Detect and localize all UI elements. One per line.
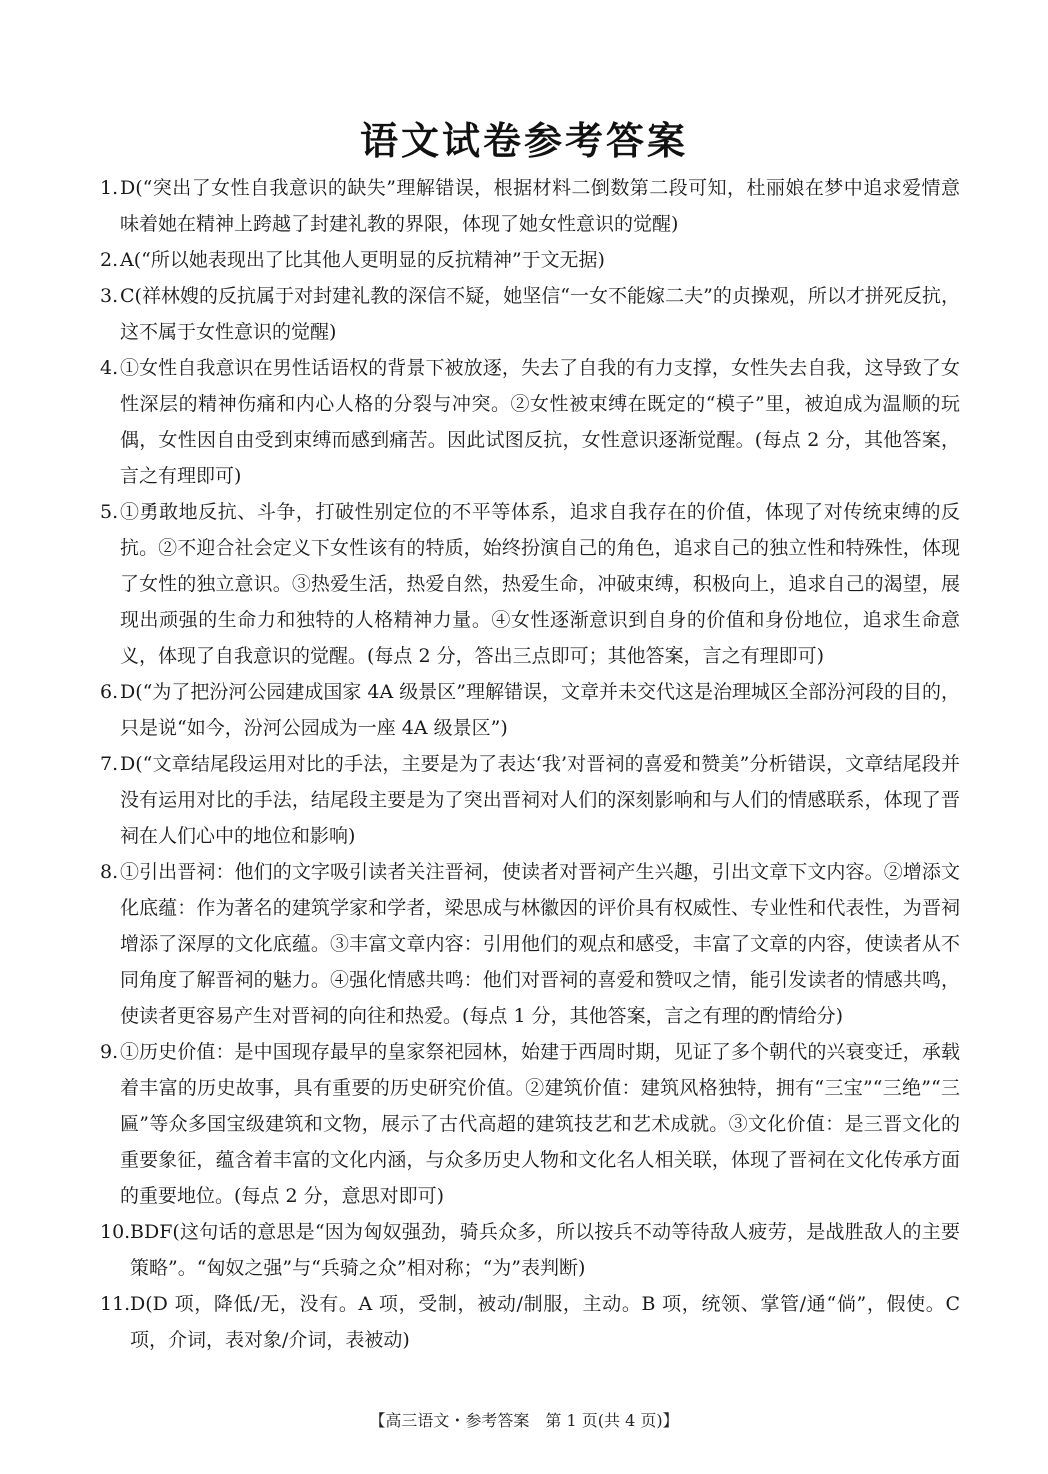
answer-text: D(“文章结尾段运用对比的手法，主要是为了表达‘我’对晋祠的喜爱和赞美”分析错误，文章结尾段并没有运用对比的手法，结尾段主要是为了突出晋祠对人们的深刻影响和与人们的情感联系，体现了晋祠在人们心中的地位和影响) (120, 753, 960, 847)
answer-text: A(“所以她表现出了比其他人更明显的反抗精神”于文无据) (120, 249, 605, 271)
answer-number: 8. (100, 861, 119, 883)
answer-item (100, 242, 960, 278)
answer-number: 9. (100, 1041, 119, 1063)
answer-text: ①引出晋祠：他们的文字吸引读者关注晋祠，使读者对晋祠产生兴趣，引出文章下文内容。②增添文化底蕴：作为著名的建筑学家和学者，梁思成与林徽因的评价具有权威性、专业性和代表性，为晋祠增添了深厚的文化底蕴。③丰富文章内容：引用他们的观点和感受，丰富了文章的内容，使读者从不同角度了解晋祠的魅力。④强化情感共鸣：他们对晋祠的喜爱和赞叹之情，能引发读者的情感共鸣，使读者更容易产生对晋祠的向往和热爱。(每点 1 分，其他答案，言之有理的酌情给分) (120, 861, 960, 1027)
answer-text: D(“为了把汾河公园建成国家 4A 级景区”理解错误，文章并未交代这是治理城区全部汾河段的目的，只是说“如今，汾河公园成为一座 4A 级景区”) (120, 681, 960, 739)
answer-text: ①勇敢地反抗、斗争，打破性别定位的不平等体系，追求自我存在的价值，体现了对传统束缚的反抗。②不迎合社会定义下女性该有的特质，始终扮演自己的角色，追求自己的独立性和特殊性，体现了女性的独立意识。③热爱生活，热爱自然，热爱生命，冲破束缚，积极向上，追求自己的渴望，展现出顽强的生命力和独特的人格精神力量。④女性逐渐意识到自身的价值和身份地位，追求生命意义，体现了自我意识的觉醒。(每点 2 分，答出三点即可；其他答案，言之有理即可) (120, 501, 960, 667)
answer-number: 1. (100, 177, 119, 199)
answer-item (100, 854, 960, 1034)
answer-number: 5. (100, 501, 119, 523)
answer-number: 3. (100, 285, 119, 307)
answer-text: ①女性自我意识在男性话语权的背景下被放逐，失去了自我的有力支撑，女性失去自我，这导致了女性深层的精神伤痛和内心人格的分裂与冲突。②女性被束缚在既定的“模子”里，被迫成为温顺的玩偶，女性因自由受到束缚而感到痛苦。因此试图反抗，女性意识逐渐觉醒。(每点 2 分，其他答案，言之有理即可) (120, 357, 960, 487)
answer-number: 6. (100, 681, 119, 703)
answer-text: D(“突出了女性自我意识的缺失”理解错误，根据材料二倒数第二段可知，杜丽娘在梦中追求爱情意味着她在精神上跨越了封建礼教的界限，体现了她女性意识的觉醒) (120, 177, 960, 235)
answer-text: D(D 项，降低/无，没有。A 项，受制，被动/制服，主动。B 项，统领、掌管/通“倘”，假使。C 项，介词，表对象/介词，表被动) (130, 1293, 960, 1351)
answer-item (100, 494, 960, 674)
answer-list (100, 170, 960, 1358)
answer-number: 4. (100, 357, 119, 379)
answer-text: ①历史价值：是中国现存最早的皇家祭祀园林，始建于西周时期，见证了多个朝代的兴衰变迁，承载着丰富的历史故事，具有重要的历史研究价值。②建筑价值：建筑风格独特，拥有“三宝”“三绝”“三匾”等众多国宝级建筑和文物，展示了古代高超的建筑技艺和艺术成就。③文化价值：是三晋文化的重要象征，蕴含着丰富的文化内涵，与众多历史人物和文化名人相关联，体现了晋祠在文化传承方面的重要地位。(每点 2 分，意思对即可) (120, 1041, 960, 1207)
page-title: 语文试卷参考答案 (359, 119, 688, 163)
answer-item (100, 170, 960, 242)
answer-number: 11. (100, 1293, 131, 1315)
answer-item (100, 746, 960, 854)
answer-number: 7. (100, 753, 119, 775)
answer-text: C(祥林嫂的反抗属于对封建礼教的深信不疑，她坚信“一女不能嫁二夫”的贞操观，所以才拼死反抗，这不属于女性意识的觉醒) (120, 285, 960, 343)
answer-item (100, 350, 960, 494)
answer-text: BDF(这句话的意思是“因为匈奴强劲，骑兵众多，所以按兵不动等待敌人疲劳，是战胜敌人的主要策略”。“匈奴之强”与“兵骑之众”相对称；“为”表判断) (130, 1221, 960, 1279)
answer-item (100, 1214, 960, 1286)
answer-number: 10. (100, 1221, 131, 1243)
page-footer: 【高三语文・参考答案 第 1 页(共 4 页)】 (369, 1411, 679, 1430)
answer-item (100, 674, 960, 746)
answer-item (100, 1034, 960, 1214)
answer-item (100, 1286, 960, 1358)
answer-item (100, 278, 960, 350)
answer-number: 2. (100, 249, 119, 271)
